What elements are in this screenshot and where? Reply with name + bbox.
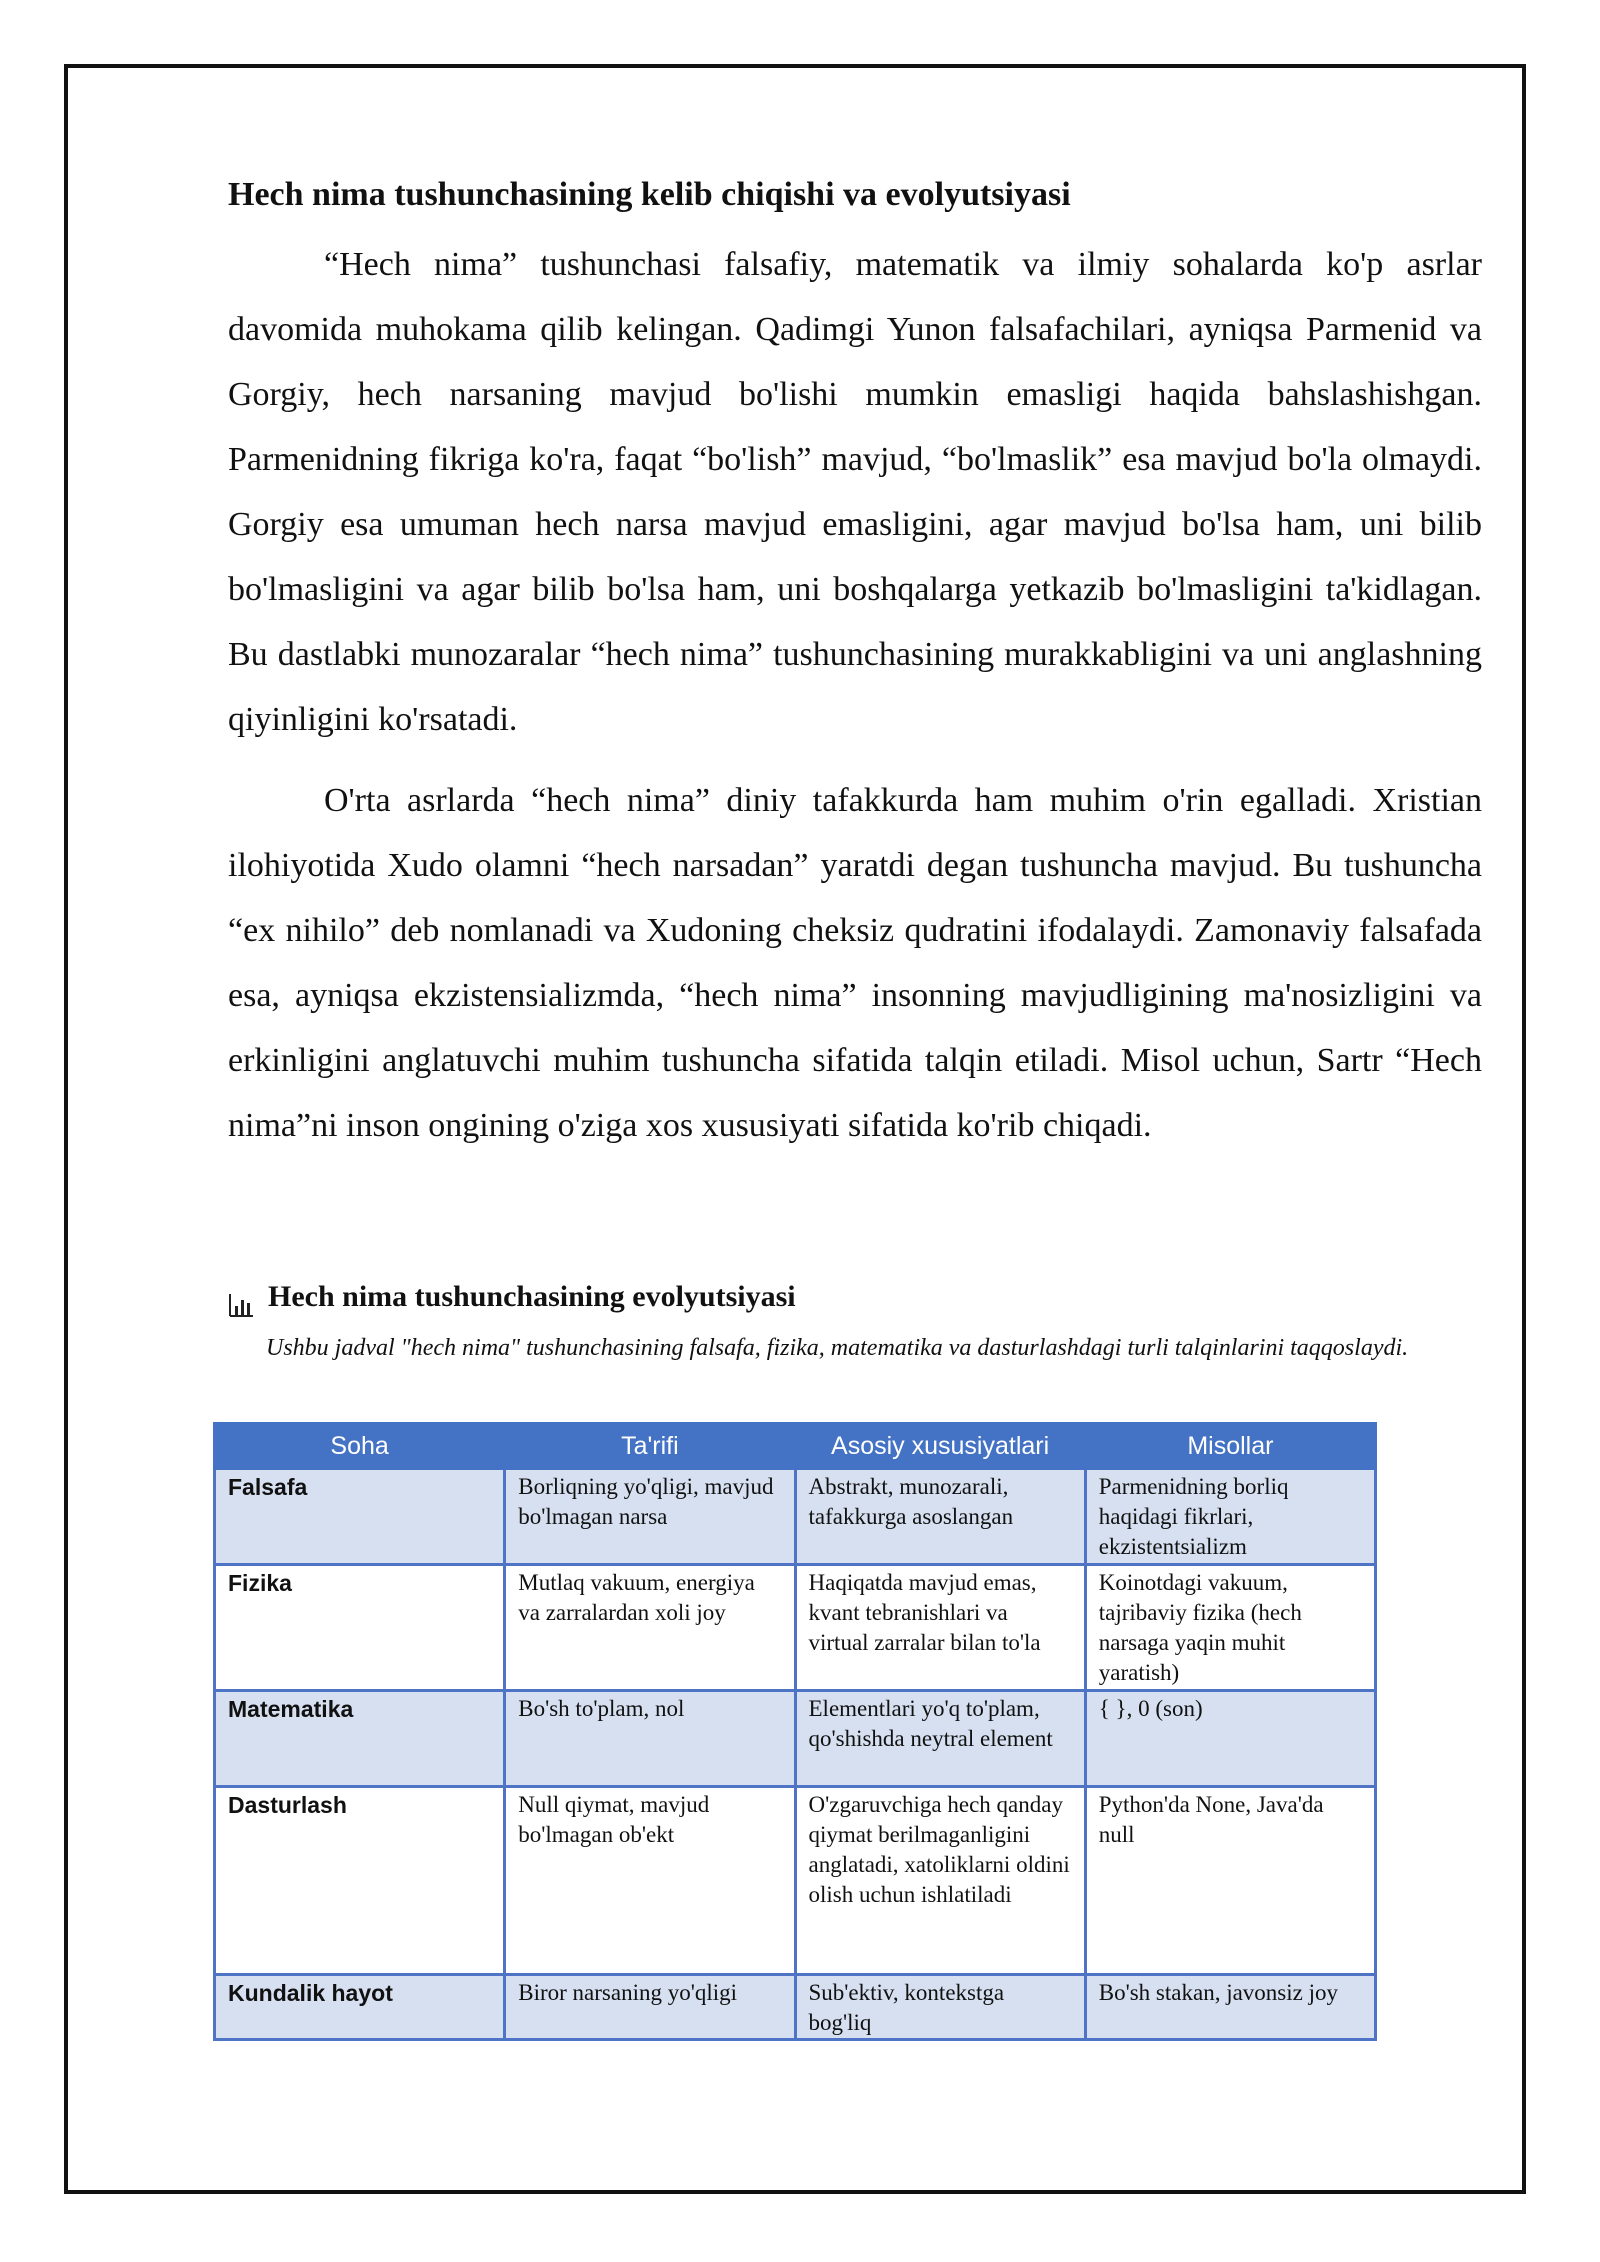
table-row <box>215 1565 1376 1691</box>
table-cell-domain: Kundalik hayot <box>215 1975 505 2040</box>
table-cell: Bo'sh stakan, javonsiz joy <box>1085 1975 1375 2040</box>
table-cell: { }, 0 (son) <box>1085 1691 1375 1787</box>
table-cell-domain: Matematika <box>215 1691 505 1787</box>
column-header: Ta'rifi <box>505 1424 795 1469</box>
table-row <box>215 1691 1376 1787</box>
table-cell-domain: Falsafa <box>215 1469 505 1565</box>
table-cell-domain: Fizika <box>215 1565 505 1691</box>
table-row <box>215 1975 1376 2040</box>
table-heading <box>228 1272 1528 1322</box>
table-cell-domain: Dasturlash <box>215 1787 505 1975</box>
table-caption: Ushbu jadval "hech nima" tushunchasining falsafa, fizika, matematika va dasturlashdagi turli talqinlarini taqqoslaydi. <box>266 1335 1409 1361</box>
table-cell: O'zgaruvchiga hech qanday qiymat berilmaganligini anglatadi, xatoliklarni oldini olish uchun ishlatiladi <box>795 1787 1085 1975</box>
table-cell: Sub'ektiv, kontekstga bog'liq <box>795 1975 1085 2040</box>
table-cell: Python'da None, Java'da null <box>1085 1787 1375 1975</box>
table-cell: Biror narsaning yo'qligi <box>505 1975 795 2040</box>
table-row <box>215 1787 1376 1975</box>
document-body <box>228 170 1482 1158</box>
column-header: Asosiy xususiyatlari <box>795 1424 1085 1469</box>
bar-chart-icon <box>228 1284 254 1310</box>
table-cell: Koinotdagi vakuum, tajribaviy fizika (hech narsaga yaqin muhit yaratish) <box>1085 1565 1375 1691</box>
column-header: Misollar <box>1085 1424 1375 1469</box>
section-title: Hech nima tushunchasining kelib chiqishi va evolyutsiyasi <box>228 176 1071 213</box>
table-cell: Haqiqatda mavjud emas, kvant tebranishlari va virtual zarralar bilan to'la <box>795 1565 1085 1691</box>
table-cell: Mutlaq vakuum, energiya va zarralardan xoli joy <box>505 1565 795 1691</box>
table-cell: Borliqning yo'qligi, mavjud bo'lmagan narsa <box>505 1469 795 1565</box>
table-row <box>215 1469 1376 1565</box>
column-header: Soha <box>215 1424 505 1469</box>
table-cell: Elementlari yo'q to'plam, qo'shishda neytral element <box>795 1691 1085 1787</box>
table-cell: Null qiymat, mavjud bo'lmagan ob'ekt <box>505 1787 795 1975</box>
paragraph: “Hech nima” tushunchasi falsafiy, matematik va ilmiy sohalarda ko'p asrlar davomida muhokama qilib kelingan. Qadimgi Yunon falsafachilari, ayniqsa Parmenid va Gorgiy, hech narsaning mavjud bo'lishi mumkin emasligi haqida bahslashishgan. Parmenidning fikriga ko'ra, faqat “bo'lish” mavjud, “bo'lmaslik” esa mavjud bo'la olmaydi. Gorgiy esa umuman hech narsa mavjud emasligini, agar mavjud bo'lsa ham, uni bilib bo'lmasligini va agar bilib bo'lsa ham, uni boshqalarga yetkazib bo'lmasligini ta'kidlagan. Bu dastlabki munozaralar “hech nima” tushunchasining murakkabligini va uni anglashning qiyinligini ko'rsatadi. <box>228 246 1482 738</box>
paragraph: O'rta asrlarda “hech nima” diniy tafakkurda ham muhim o'rin egalladi. Xristian ilohiyotida Xudo olamni “hech narsadan” yaratdi degan tushuncha mavjud. Bu tushuncha “ex nihilo” deb nomlanadi va Xudoning cheksiz qudratini ifodalaydi. Zamonaviy falsafada esa, ayniqsa ekzistensializmda, “hech nima” insonning mavjudligining ma'nosizligini va erkinligini anglatuvchi muhim tushuncha sifatida talqin etiladi. Misol uchun, Sartr “Hech nima”ni inson ongining o'ziga xos xususiyati sifatida ko'rib chiqadi. <box>228 782 1482 1144</box>
table-cell: Abstrakt, munozarali, tafakkurga asoslangan <box>795 1469 1085 1565</box>
comparison-table <box>213 1422 1377 2041</box>
table-cell: Bo'sh to'plam, nol <box>505 1691 795 1787</box>
table-header-row <box>215 1424 1376 1469</box>
table-cell: Parmenidning borliq haqidagi fikrlari, ekzistentsializm <box>1085 1469 1375 1565</box>
table-heading-text: Hech nima tushunchasining evolyutsiyasi <box>268 1280 796 1313</box>
